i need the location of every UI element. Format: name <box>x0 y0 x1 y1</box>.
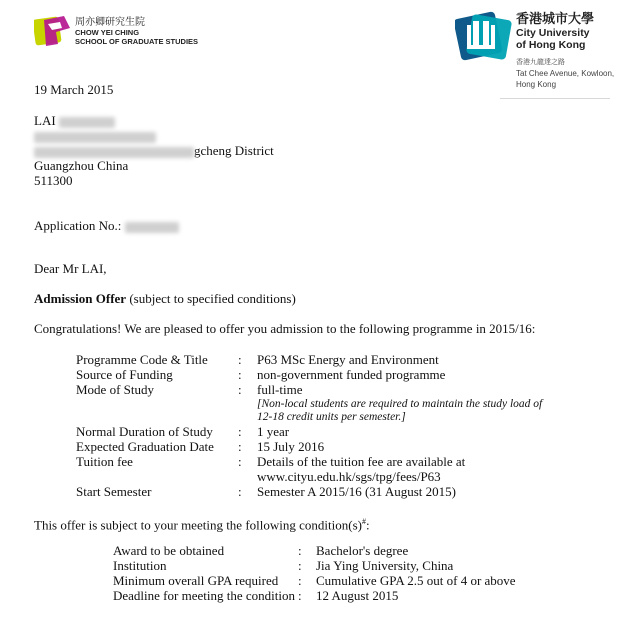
programme-label-6: Start Semester <box>76 484 152 499</box>
cityu-name-line1: City University <box>516 27 590 39</box>
cityu-address-line1: Tat Chee Avenue, Kowloon, <box>516 69 615 78</box>
application-number <box>34 218 179 233</box>
programme-value-0: P63 MSc Energy and Environment <box>257 352 439 367</box>
condition-value-2: Cumulative GPA 2.5 out of 4 or above <box>316 573 516 588</box>
redacted-address-line3 <box>34 147 194 158</box>
address-name <box>34 113 115 128</box>
condition-value-3: 12 August 2015 <box>316 588 399 603</box>
sgs-logo-icon <box>34 14 72 48</box>
condition-label-3: Deadline for meeting the condition <box>113 588 295 603</box>
cityu-address-chinese: 香港九龍達之路 <box>516 59 565 66</box>
condition-sep-3: : <box>298 588 302 603</box>
sgs-name-line2: SCHOOL OF GRADUATE STUDIES <box>75 37 199 46</box>
address-district: gcheng District <box>194 143 274 158</box>
programme-label-3: Normal Duration of Study <box>76 424 213 439</box>
redacted-name <box>59 117 115 128</box>
address-postcode: 511300 <box>34 173 73 188</box>
letter-date: 19 March 2015 <box>34 82 114 97</box>
cityu-logo-icon <box>455 9 513 63</box>
salutation: Dear Mr LAI, <box>34 261 107 276</box>
condition-label-0: Award to be obtained <box>113 543 225 558</box>
programme-label-4: Expected Graduation Date <box>76 439 214 454</box>
condition-intro-text: This offer is subject to your meeting the following condition(s) <box>34 517 362 533</box>
programme-sep-6: : <box>238 484 242 499</box>
offer-subtitle: (subject to specified conditions) <box>126 291 296 306</box>
programme-value-4: 15 July 2016 <box>257 439 325 454</box>
condition-label-1: Institution <box>113 558 167 573</box>
programme-sep-3: : <box>238 424 242 439</box>
condition-intro <box>34 514 370 532</box>
programme-value-5: Details of the tuition fee are available at <box>257 454 466 469</box>
condition-sep-1: : <box>298 558 302 573</box>
condition-footnote-mark: # <box>361 517 366 526</box>
address-city: Guangzhou China <box>34 158 129 173</box>
cityu-address-line2: Hong Kong <box>516 80 557 89</box>
programme-sep-4: : <box>238 439 242 454</box>
congratulations-text: Congratulations! We are pleased to offer you admission to the following programme in 2015/16: <box>34 321 536 336</box>
condition-value-0: Bachelor's degree <box>316 543 409 558</box>
programme-sep-2: : <box>238 382 242 397</box>
programme-value-6: Semester A 2015/16 (31 August 2015) <box>257 484 456 499</box>
redacted-application-no <box>125 222 179 233</box>
redacted-address-line2 <box>34 132 156 143</box>
address-line3 <box>34 143 274 158</box>
programme-label-0: Programme Code & Title <box>76 352 208 367</box>
condition-sep-0: : <box>298 543 302 558</box>
address-name-prefix: LAI <box>34 113 56 128</box>
cityu-chinese-name: 香港城市大學 <box>516 11 595 26</box>
condition-sep-2: : <box>298 573 302 588</box>
sgs-chinese-name: 周亦卿研究生院 <box>75 17 145 28</box>
condition-intro-colon: : <box>365 517 370 533</box>
offer-title: Admission Offer <box>34 291 127 306</box>
programme-label-5: Tuition fee <box>76 454 133 469</box>
programme-sep-1: : <box>238 367 242 382</box>
condition-value-1: Jia Ying University, China <box>316 558 454 573</box>
mode-note-line2: 12-18 credit units per semester.] <box>257 411 406 423</box>
programme-value-2: full-time <box>257 382 303 397</box>
address-line2 <box>34 128 156 143</box>
programme-value-3: 1 year <box>257 424 290 439</box>
condition-label-2: Minimum overall GPA required <box>113 573 279 588</box>
programme-sep-5: : <box>238 454 242 469</box>
application-label: Application No.: <box>34 218 122 233</box>
offer-heading <box>34 291 296 306</box>
programme-value-1: non-government funded programme <box>257 367 446 382</box>
sgs-name-line1: CHOW YEI CHING <box>75 28 140 37</box>
header-divider <box>500 98 610 99</box>
mode-note-line1: [Non-local students are required to maintain the study load of <box>257 398 543 410</box>
programme-label-1: Source of Funding <box>76 367 173 382</box>
tuition-fee-link[interactable]: www.cityu.edu.hk/sgs/tpg/fees/P63 <box>257 469 441 484</box>
cityu-name-line2: of Hong Kong <box>516 39 586 51</box>
programme-label-2: Mode of Study <box>76 382 154 397</box>
programme-sep-0: : <box>238 352 242 367</box>
